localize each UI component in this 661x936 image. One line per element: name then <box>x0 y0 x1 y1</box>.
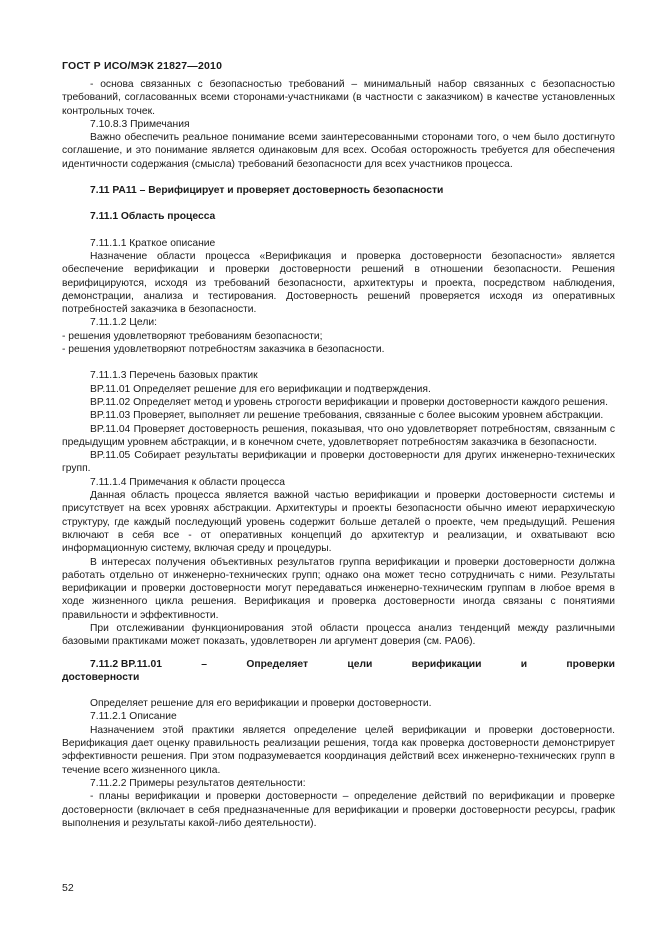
practice-item: BP.11.03 Проверяет, выполняет ли решение требования, связанные с более высоким уровнем абстракции. <box>90 410 604 422</box>
document-body <box>62 78 615 830</box>
section-heading-7-11-2 <box>62 658 615 671</box>
practice-item: BP.11.05 Собирает результаты верификации и проверки достоверности для других инженерно-технических групп. <box>62 450 615 475</box>
heading-word: верификации <box>411 658 482 670</box>
heading-word: и <box>520 658 528 670</box>
paragraph: При отслеживании функционирования этой области процесса анализ тенденций между различными базовыми практиками может показать, удовлетворен ли аргумент доверия (см. PA06). <box>62 622 615 648</box>
heading-word: цели <box>347 658 373 670</box>
list-item: - решения удовлетворяют требованиям безопасности; <box>62 330 323 342</box>
section-heading-7-11: 7.11 PA11 – Верифицирует и проверяет достоверность безопасности <box>90 185 444 197</box>
heading-word: – <box>201 658 208 670</box>
section-label: 7.11.2.1 Описание <box>90 711 177 723</box>
paragraph: Важно обеспечить реальное понимание всеми заинтересованными сторонами того, о чем было достигнуто соглашение, и это понимание является одинаковым для всех. Особая осторожность требуется для обеспечения идентичности содержания (смысла) требований безопасности для всех участников процесса. <box>62 132 615 170</box>
section-heading-7-11-1: 7.11.1 Область процесса <box>90 211 216 223</box>
practice-item: BP.11.04 Проверяет достоверность решения, показывая, что оно удовлетворяет потребностям, связанным с предыдущим уровнем абстракции, и в конечном счете, удовлетворяет потребностям заказчика в безопасности. <box>62 423 615 448</box>
paragraph: В интересах получения объективных результатов группа верификации и проверки достоверности должна работать отдельно от инженерно-технических групп; однако она может тесно сотрудничать с ними. Результаты верификации и проверки достоверности могут передаваться инженерно-техническим группам в любое время в ходе жизненного цикла решения. Верификация и проверка достоверности иногда связаны с понятиями правильности и эффективности. <box>62 556 615 621</box>
heading-continuation: достоверности <box>62 671 140 683</box>
paragraph: Определяет решение для его верификации и проверки достоверности. <box>90 698 432 710</box>
section-label: 7.11.2.2 Примеры результатов деятельности: <box>90 777 306 789</box>
heading-word: Определяет <box>246 658 309 670</box>
page-number: 52 <box>62 882 74 894</box>
section-label: 7.11.1.4 Примечания к области процесса <box>90 476 285 488</box>
paragraph: Назначением этой практики является определение целей верификации и проверки достоверности. Верификация дает оценку правильность реализации решения, тогда как проверка достоверности демонстрирует эффективности решения. При этом подразумевается координация действий всех инженерно-технических групп в течение всего жизненного цикла. <box>62 724 615 776</box>
paragraph: Данная область процесса является важной частью верификации и проверки достоверности системы и присутствует на всех уровнях абстракции. Архитектуры и проекты безопасности обычно имеют иерархическую структуру, где каждый последующий уровень содержит больше деталей о проекте, чем предыдущий. Решения включают в себя все - от оперативных концепций до архитектур и реализации, и охватывают всю информационную систему, включая среду и процедуры. <box>62 490 615 555</box>
section-label: 7.10.8.3 Примечания <box>90 118 190 130</box>
practice-item: BP.11.02 Определяет метод и уровень строгости верификации и проверки достоверности каждого решения. <box>90 396 608 408</box>
paragraph: - основа связанных с безопасностью требований – минимальный набор связанных с безопасностью требований, согласованных всеми сторонами-участниками (в частности с заказчиком) в качестве установленных контрольных точек. <box>62 79 615 117</box>
paragraph: Назначение области процесса «Верификация и проверка достоверности безопасности» является обеспечение верификации и проверки достоверности решений в отношении безопасности. Решения верифицируются, исходя из требований безопасности, архитектуры и проекта, посредством наблюдения, демонстрации, анализа и тестирования. Достоверность решений проверяется исходя из оперативных потребностей заказчика в безопасности. <box>62 250 615 316</box>
practice-item: BP.11.01 Определяет решение для его верификации и подтверждения. <box>90 383 431 395</box>
section-label: 7.11.1.2 Цели: <box>90 317 157 329</box>
heading-word: проверки <box>566 658 615 670</box>
section-label: 7.11.1.1 Краткое описание <box>90 237 216 249</box>
list-item: - решения удовлетворяют потребностям заказчика в безопасности. <box>62 344 385 356</box>
document-header: ГОСТ Р ИСО/МЭК 21827—2010 <box>62 60 223 72</box>
list-item: - планы верификации и проверки достоверности – определение действий по верификации и проверке достоверности (включает в себя предназначенные для верификации и проверки достоверности ресурсы, график выполнения и результаты какой-либо деятельности). <box>62 791 615 829</box>
section-label: 7.11.1.3 Перечень базовых практик <box>90 370 258 382</box>
heading-word: 7.11.2 BP.11.01 <box>90 658 162 670</box>
